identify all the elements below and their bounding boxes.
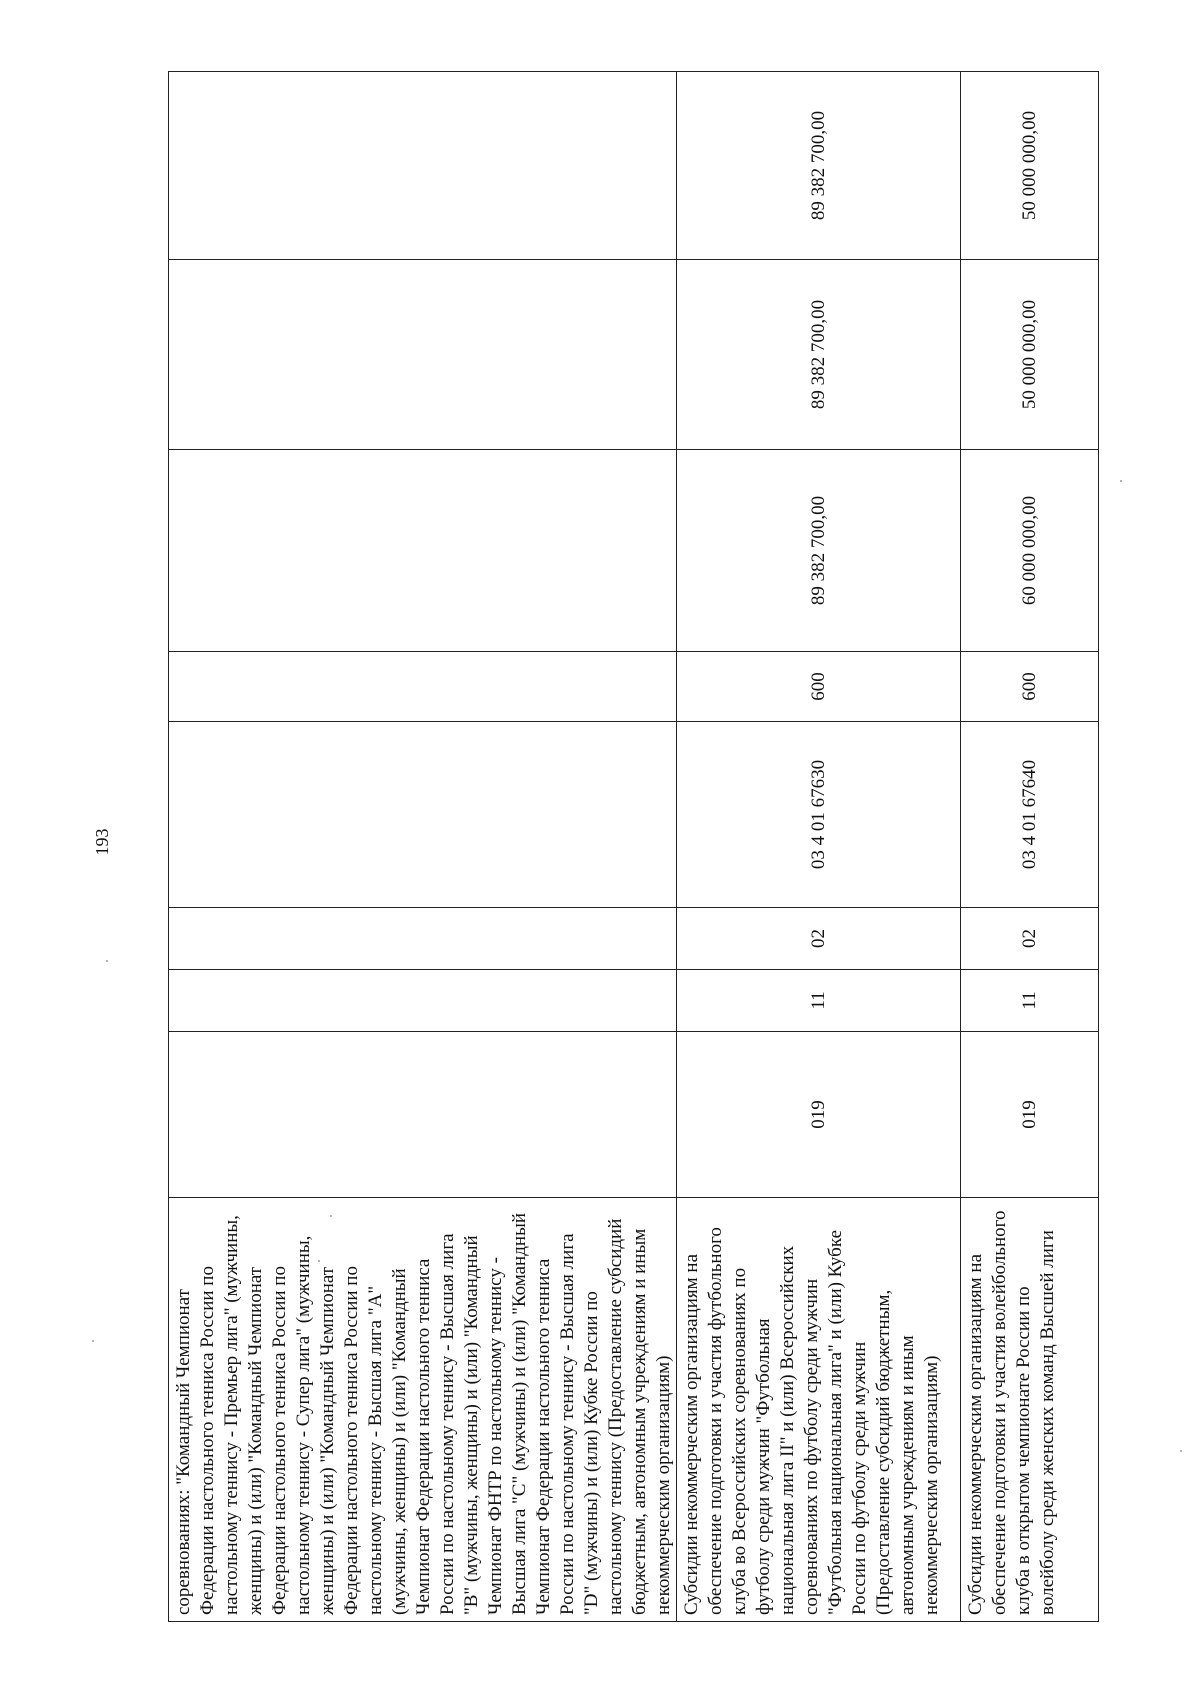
cell-ministry: 019 [961, 1032, 1099, 1198]
cell-section [169, 970, 677, 1032]
cell-amount-1: 60 000 000,00 [961, 450, 1099, 652]
cell-target-article: 03 4 01 67630 [677, 722, 961, 908]
cell-target-article [169, 722, 677, 908]
table-row [169, 72, 677, 1622]
scan-speck [330, 1215, 332, 1217]
cell-expense-type [169, 652, 677, 722]
table-row [677, 72, 961, 1622]
cell-amount-1: 89 382 700,00 [677, 450, 961, 652]
table-row [961, 72, 1099, 1622]
cell-expense-type: 600 [961, 652, 1099, 722]
cell-amount-1 [169, 450, 677, 652]
budget-table [168, 71, 1099, 1622]
cell-amount-2: 50 000 000,00 [961, 260, 1099, 450]
cell-ministry [169, 1032, 677, 1198]
cell-section: 11 [677, 970, 961, 1032]
cell-amount-2: 89 382 700,00 [677, 260, 961, 450]
scan-speck [1180, 1450, 1182, 1452]
budget-table-rotated [168, 72, 1088, 1622]
cell-subsection: 02 [677, 908, 961, 970]
cell-name: соревнованиях: "Командный Чемпионат Федерации настольного тенниса России по настольному теннису - Премьер лига" (мужчины, женщины) и (или) "Командный Чемпионат Федерации настольного тенниса России по настольному теннису - Супер лига" (мужчины, женщины) и (или) "Командный Чемпионат Федерации настольного тенниса России по настольному теннису - Высшая лига "А" (мужчины, женщины) и (или) "Командный Чемпионат Федерации настольного тенниса России по настольному теннису - Высшая лига "В" (мужчины, женщины) и (или) "Командный Чемпионат ФНТР по настольному теннису - Высшая лига "С" (мужчины) и (или) "Командный Чемпионат Федерации настольного тенниса России по настольному теннису - Высшая лига "D" (мужчины) и (или) Кубке России по настольному теннису (Предоставление субсидий бюджетным, автономным учреждениям и иным некоммерческим организациям) [169, 1198, 677, 1622]
cell-ministry: 019 [677, 1032, 961, 1198]
cell-section: 11 [961, 970, 1099, 1032]
page-number: 193 [92, 828, 112, 856]
scan-speck [92, 1340, 94, 1342]
cell-amount-3: 89 382 700,00 [677, 72, 961, 260]
cell-amount-3: 50 000 000,00 [961, 72, 1099, 260]
cell-expense-type: 600 [677, 652, 961, 722]
cell-name: Субсидии некоммерческим организациям на обеспечение подготовки и участия футбольного клуба во Всероссийских соревнованиях по футболу среди мужчин "Футбольная национальная лига II" и (или) Всероссийских соревнованиях по футболу среди мужчин "Футбольная национальная лига" и (или) Кубке России по футболу среди мужчин (Предоставление субсидий бюджетным, автономным учреждениям и иным некоммерческим организациям) [677, 1198, 961, 1622]
scan-speck [1120, 480, 1122, 482]
scan-speck [106, 960, 108, 962]
scan-speck [318, 1260, 320, 1262]
cell-subsection [169, 908, 677, 970]
cell-subsection: 02 [961, 908, 1099, 970]
cell-amount-2 [169, 260, 677, 450]
cell-name: Субсидии некоммерческим организациям на обеспечение подготовки и участия волейбольного клуба в открытом чемпионате России по волейболу среди женских команд Высшей лиги [961, 1198, 1099, 1622]
cell-target-article: 03 4 01 67640 [961, 722, 1099, 908]
cell-amount-3 [169, 72, 677, 260]
